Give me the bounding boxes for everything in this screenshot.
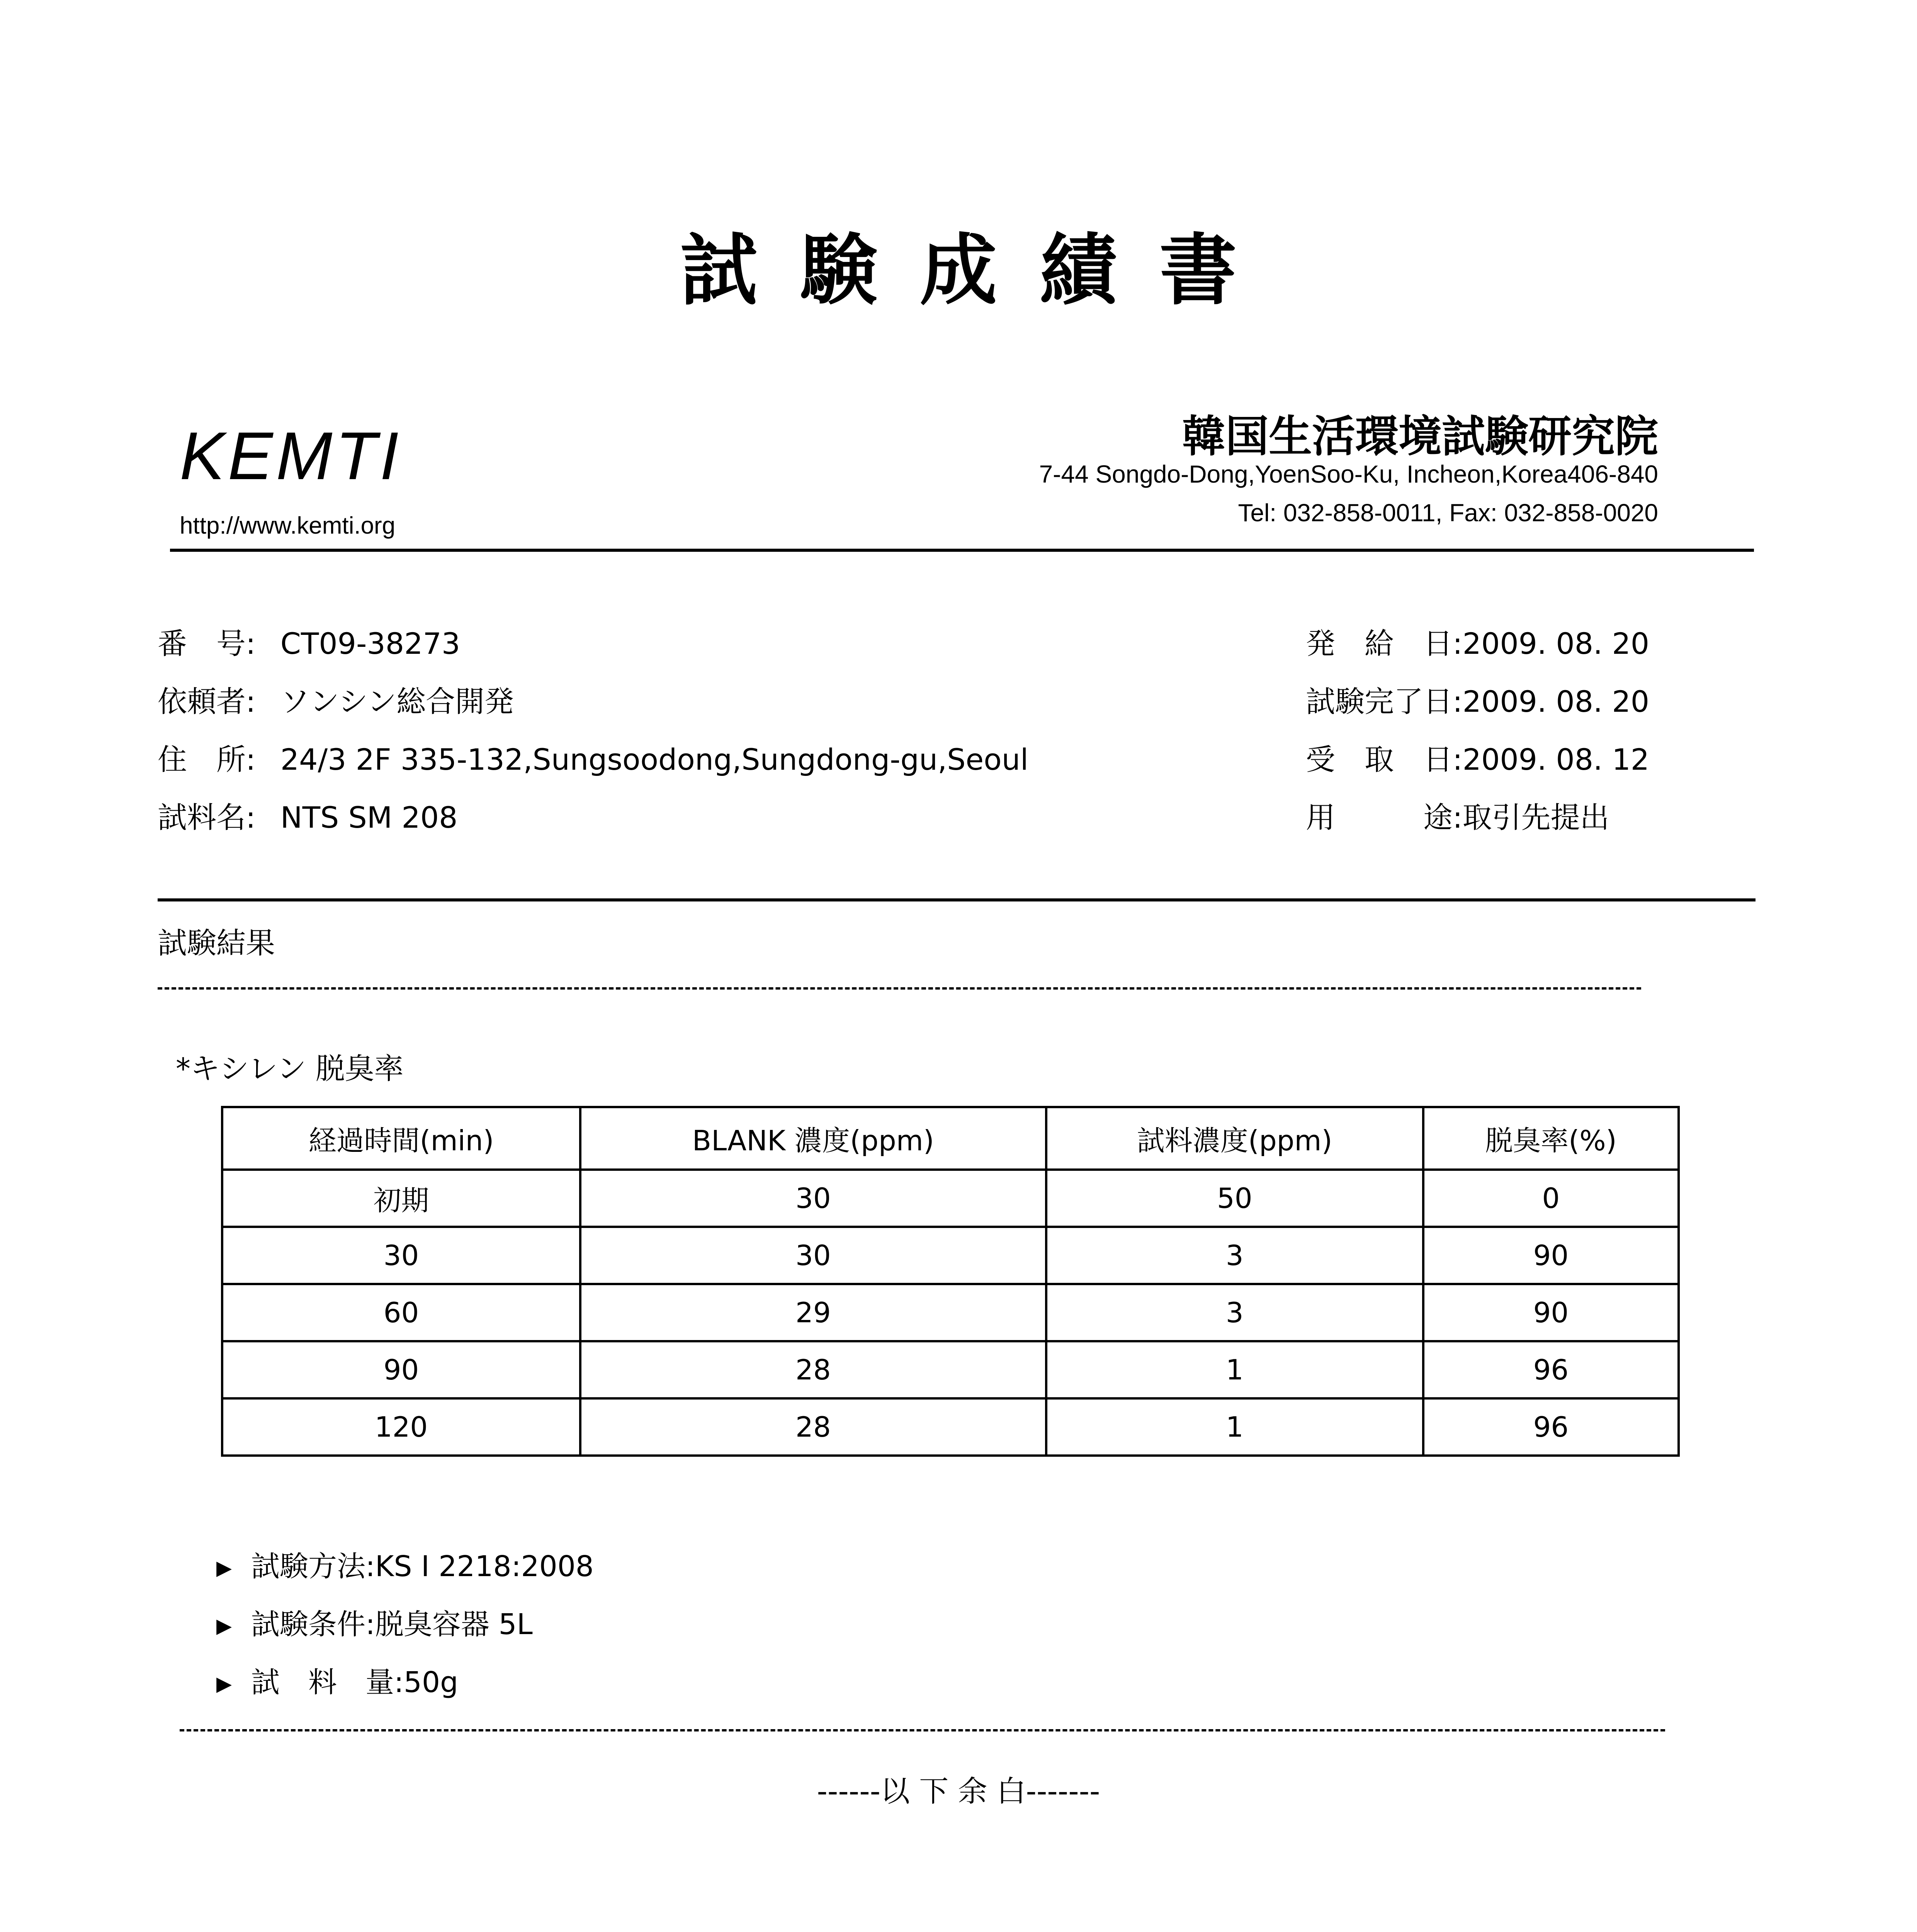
info-label: 用 途: bbox=[1306, 800, 1463, 835]
info-label: 試験完了日: bbox=[1306, 684, 1463, 719]
info-label: 発 給 日: bbox=[1306, 626, 1463, 661]
info-value: 2009. 08. 20 bbox=[1462, 626, 1650, 661]
condition-text: 試験条件:脱臭容器 5L bbox=[251, 1608, 533, 1641]
table-row bbox=[222, 1170, 1679, 1227]
cell-rate: 90 bbox=[1423, 1284, 1679, 1341]
lab-logo: KEMTI bbox=[180, 418, 402, 494]
end-mark: ------以 下 余 白------- bbox=[817, 1774, 1100, 1808]
info-label: 受 取 日: bbox=[1306, 742, 1463, 777]
info-sample-name bbox=[158, 794, 458, 836]
table-row bbox=[222, 1398, 1679, 1456]
cell-blank: 30 bbox=[580, 1227, 1046, 1284]
condition-item bbox=[216, 1544, 594, 1585]
info-value: 24/3 2F 335-132,Sungsoodong,Sungdong-gu,Seoul bbox=[280, 742, 1028, 777]
info-label: 依頼者: bbox=[158, 684, 256, 719]
cell-elapsed-time: 初期 bbox=[222, 1170, 580, 1227]
document-title: 試験成績書 bbox=[680, 226, 1279, 316]
info-divider bbox=[158, 898, 1756, 901]
table-header-row bbox=[222, 1107, 1679, 1170]
table-row bbox=[222, 1284, 1679, 1341]
cell-blank: 28 bbox=[580, 1398, 1046, 1456]
info-completion-date bbox=[1306, 678, 1649, 720]
results-heading: 試験結果 bbox=[158, 926, 275, 960]
cell-blank: 28 bbox=[580, 1341, 1046, 1398]
condition-text: 試 料 量:50g bbox=[251, 1666, 459, 1699]
cell-blank: 29 bbox=[580, 1284, 1046, 1341]
cell-elapsed-time: 90 bbox=[222, 1341, 580, 1398]
triangle-bullet-icon: ▶ bbox=[216, 1672, 232, 1696]
table-row bbox=[222, 1227, 1679, 1284]
table-row bbox=[222, 1341, 1679, 1398]
info-value: ソンシン総合開発 bbox=[280, 684, 514, 719]
cell-elapsed-time: 60 bbox=[222, 1284, 580, 1341]
lab-name: 韓国生活環境試験研究院 bbox=[1182, 412, 1658, 462]
info-number bbox=[158, 620, 460, 662]
lab-address: 7-44 Songdo-Dong,YoenSoo-Ku, Incheon,Korea406-840 bbox=[1039, 460, 1658, 488]
info-issue-date bbox=[1306, 620, 1649, 662]
cell-sample: 1 bbox=[1046, 1398, 1423, 1456]
info-value: NTS SM 208 bbox=[280, 800, 458, 835]
cell-elapsed-time: 30 bbox=[222, 1227, 580, 1284]
cell-sample: 3 bbox=[1046, 1284, 1423, 1341]
triangle-bullet-icon: ▶ bbox=[216, 1614, 232, 1638]
info-receipt-date bbox=[1306, 736, 1649, 778]
lab-url: http://www.kemti.org bbox=[180, 512, 396, 539]
cell-rate: 0 bbox=[1423, 1170, 1679, 1227]
header-blank-concentration: BLANK 濃度(ppm) bbox=[580, 1107, 1046, 1170]
table-caption: *キシレン 脱臭率 bbox=[176, 1051, 404, 1086]
cell-sample: 50 bbox=[1046, 1170, 1423, 1227]
info-label: 試料名: bbox=[158, 800, 256, 835]
info-purpose bbox=[1306, 794, 1609, 836]
info-value: CT09-38273 bbox=[280, 626, 461, 661]
lab-contact: Tel: 032-858-0011, Fax: 032-858-0020 bbox=[1238, 499, 1658, 527]
condition-text: 試験方法:KS I 2218:2008 bbox=[251, 1550, 594, 1583]
results-dashed-divider bbox=[158, 987, 1641, 990]
cell-rate: 96 bbox=[1423, 1398, 1679, 1456]
cell-blank: 30 bbox=[580, 1170, 1046, 1227]
info-value: 2009. 08. 12 bbox=[1462, 742, 1650, 777]
info-label: 番 号: bbox=[158, 626, 256, 661]
cell-elapsed-time: 120 bbox=[222, 1398, 580, 1456]
info-address bbox=[158, 736, 1028, 778]
header-deodorization-rate: 脱臭率(%) bbox=[1423, 1107, 1679, 1170]
info-client bbox=[158, 678, 514, 720]
header-divider bbox=[170, 549, 1754, 552]
triangle-bullet-icon: ▶ bbox=[216, 1556, 232, 1580]
cell-sample: 3 bbox=[1046, 1227, 1423, 1284]
results-table bbox=[221, 1106, 1680, 1457]
condition-item bbox=[216, 1602, 533, 1643]
header-elapsed-time: 経過時間(min) bbox=[222, 1107, 580, 1170]
cell-sample: 1 bbox=[1046, 1341, 1423, 1398]
info-value: 2009. 08. 20 bbox=[1462, 684, 1650, 719]
conditions-dashed-divider bbox=[180, 1729, 1665, 1731]
info-value: 取引先提出 bbox=[1462, 800, 1609, 835]
info-label: 住 所: bbox=[158, 742, 256, 777]
cell-rate: 96 bbox=[1423, 1341, 1679, 1398]
header-sample-concentration: 試料濃度(ppm) bbox=[1046, 1107, 1423, 1170]
cell-rate: 90 bbox=[1423, 1227, 1679, 1284]
condition-item bbox=[216, 1660, 458, 1701]
